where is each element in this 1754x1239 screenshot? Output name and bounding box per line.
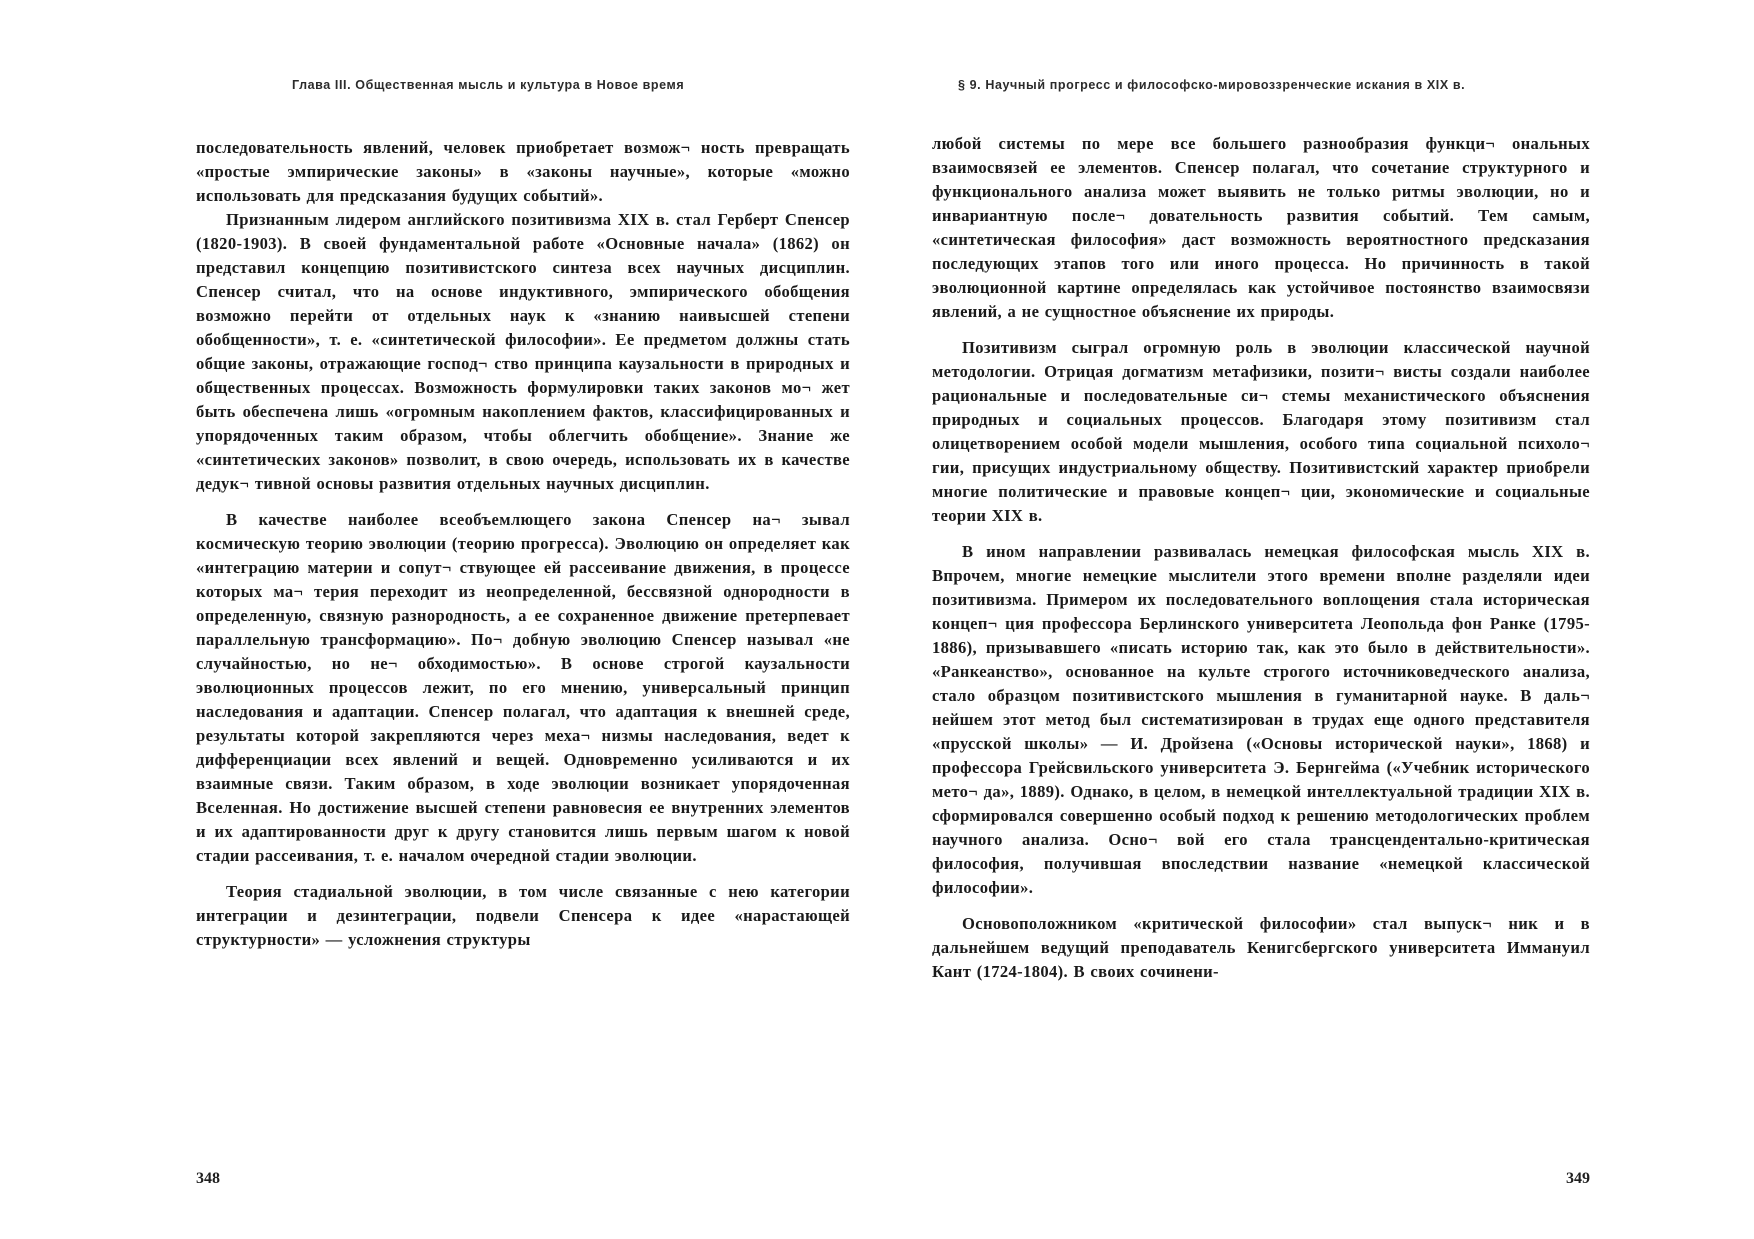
- paragraph: Признанным лидером английского позитивизма XIX в. стал Герберт Спенсер (1820-1903). В своей фундаментальной работе «Основные начала» (1862) он представил концепцию позитивистского синтеза всех научных дисциплин. Спенсер считал, что на основе индуктивного, эмпирического обобщения возможно перейти от отдельных наук к «знанию наивысшей степени обобщенности», т. е. «синтетической философии». Ее предметом должны стать общие законы, отражающие господ¬ ство принципа каузальности в природных и общественных процессах. Возможность формулировки таких законов мо¬ жет быть обеспечена лишь «огромным накоплением фактов, классифицированных и упорядоченных таким образом, чтобы облегчить обобщение». Знание же «синтетических законов» позволит, в свою очередь, использовать их в качестве дедук¬ тивной основы развития отдельных научных дисциплин.: [196, 210, 850, 493]
- paragraph: Позитивизм сыграл огромную роль в эволюции классической научной методологии. Отрицая догматизм метафизики, позити¬ висты создали наиболее рациональные и последовательные си¬ стемы механистического объяснения природных и социальных процессов. Благодаря этому позитивизм стал олицетворением особой модели мышления, особого типа социальной психоло¬ гии, присущих индустриальному обществу. Позитивистский характер приобрели многие политические и правовые концеп¬ ции, экономические и социальные теории XIX в.: [932, 338, 1590, 525]
- paragraph: В ином направлении развивалась немецкая философская мысль XIX в. Впрочем, многие немецкие мыслители этого времени вполне разделяли идеи позитивизма. Примером их последовательного воплощения стала историческая концеп¬ ция профессора Берлинского университета Леопольда фон Ранке (1795-1886), призывавшего «писать историю так, как это было в действительности». «Ранкеанство», основанное на культе строгого источниковедческого анализа, стало образцом позитивистского мышления в гуманитарной науке. В даль¬ нейшем этот метод был систематизирован в трудах еще одного представителя «прусской школы» — И. Дройзена («Основы исторической науки», 1868) и профессора Грейсвильского университета Э. Бернгейма («Учебник исторического мето¬ да», 1889). Однако, в целом, в немецкой интеллектуальной традиции XIX в. сформировался совершенно особый подход к решению методологических проблем научного анализа. Осно¬ вой его стала трансцендентально-критическая философия, получившая впоследствии название «немецкой классической философии».: [932, 542, 1590, 897]
- paragraph: любой системы по мере все большего разнообразия функци¬ ональных взаимосвязей ее элементов. Спенсер полагал, что сочетание структурного и функционального анализа может выявить не только ритмы эволюции, но и инвариантную после¬ довательность развития событий. Тем самым, «синтетическая философия» даст возможность вероятностного предсказания последующих этапов того или иного процесса. Но причинность в такой эволюционной картине определялась как устойчивое постоянство взаимосвязи явлений, а не сущностное объяснение их природы.: [932, 134, 1590, 321]
- page-number: 348: [196, 1170, 220, 1187]
- paragraph: последовательность явлений, человек приобретает возмож¬ ность превращать «простые эмпирические законы» в «законы научные», которые «можно использовать для предсказания будущих событий».: [196, 138, 850, 205]
- page-number: 349: [1566, 1170, 1590, 1187]
- paragraph: В качестве наиболее всеобъемлющего закона Спенсер на¬ зывал космическую теорию эволюции (теорию прогресса). Эволюцию он определяет как «интеграцию материи и сопут¬ ствующее ей рассеивание движения, в процессе которых ма¬ терия переходит из неопределенной, бессвязной однородности в определенную, связную разнородность, а ее сохраненное движение претерпевает параллельную трансформацию». По¬ добную эволюцию Спенсер называл «не случайностью, но не¬ обходимостью». В основе строгой каузальности эволюционных процессов лежит, по его мнению, универсальный принцип наследования и адаптации. Спенсер полагал, что адаптация к внешней среде, результаты которой закрепляются через меха¬ низмы наследования, ведет к дифференциации всех явлений и вещей. Одновременно усиливаются и их взаимные связи. Таким образом, в ходе эволюции возникает упорядоченная Вселенная. Но достижение высшей степени равновесия ее внутренних элементов и их адаптированности друг к другу становится лишь первым шагом к новой стадии рассеивания, т. е. началом очередной стадии эволюции.: [196, 510, 850, 865]
- running-head: § 9. Научный прогресс и философско-мировоззренческие искания в XIX в.: [958, 78, 1466, 92]
- paragraph: Основоположником «критической философии» стал выпуск¬ ник и в дальнейшем ведущий преподаватель Кенигсбергского университета Иммануил Кант (1724-1804). В своих сочинени-: [932, 914, 1590, 981]
- page-body: [196, 136, 850, 952]
- running-head: Глава III. Общественная мысль и культура в Новое время: [292, 78, 685, 92]
- page-body: [932, 132, 1590, 984]
- paragraph: Теория стадиальной эволюции, в том числе связанные с нею категории интеграции и дезинтеграции, подвели Спенсера к идее «нарастающей структурности» — усложнения структуры: [196, 882, 850, 949]
